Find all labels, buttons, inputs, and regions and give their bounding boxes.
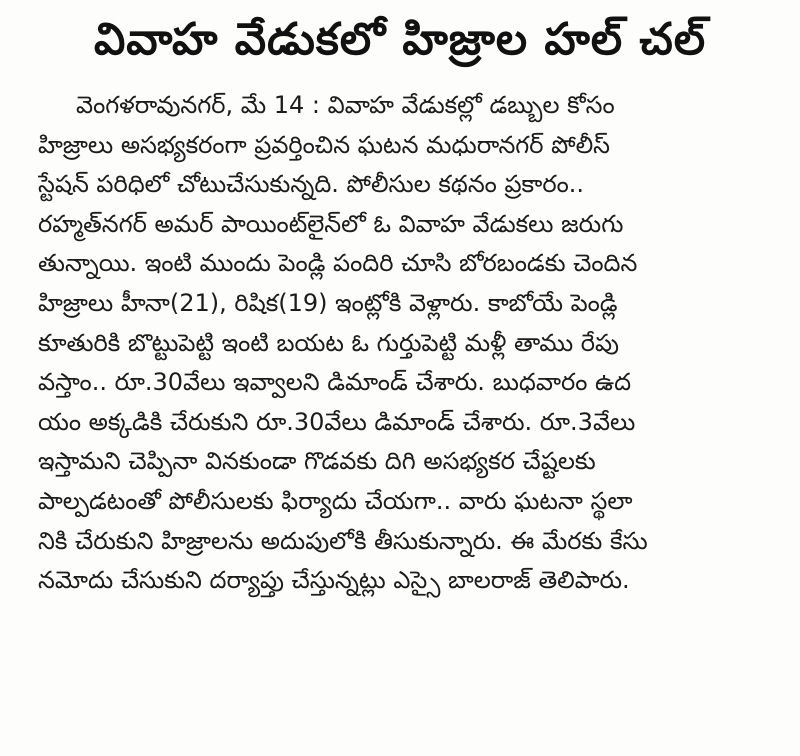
article-line: యం అక్కడికి చేరుకుని రూ.30వేలు డిమాండ్ చేశారు. రూ.3వేలు [38, 407, 636, 436]
article-line: స్టేషన్ పరిధిలో చోటుచేసుకున్నది. పోలీసుల కథనం ప్రకారం.. [38, 170, 584, 199]
article-line: ఇస్తామని చెప్పినా వినకుండా గొడవకు దిగి అసభ్యకర చేష్టలకు [38, 447, 596, 476]
article-line: వెంగళరావునగర్, మే 14 : వివాహ వేడుకల్లో డబ్బుల కోసం [76, 91, 615, 119]
article-line: నికి చేరుకుని హిజ్రాలను అదుపులోకి తీసుకున్నారు. ఈ మేరకు కేసు [38, 526, 648, 555]
article-line: పాల్పడటంతో పోలీసులకు ఫిర్యాదు చేయగా.. వారు ఘటనా స్థలా [38, 486, 633, 515]
article-line: హిజ్రాలు హీనా(21), రిషిక(19) ఇంట్లోకి వెళ్లారు. కాబోయే పెండ్లి [38, 288, 618, 317]
article-line: తున్నాయి. ఇంటి ముందు పెండ్లి పందిరి చూసి బోరబండకు చెందిన [38, 249, 638, 278]
article-line: హిజ్రాలు అసభ్యకరంగా ప్రవర్తించిన ఘటన మధురానగర్ పోలీస్ [38, 130, 611, 159]
article-headline: వివాహ వేడుకలో హిజ్రాల హల్ చల్ [93, 14, 707, 65]
article-body [38, 86, 774, 601]
article-line: నమోదు చేసుకుని దర్యాప్తు చేస్తున్నట్లు ఎస్సై బాలరాజ్ తెలిపారు. [38, 566, 630, 595]
article-line: కూతురికి బొట్టుపెట్టి ఇంటి బయట ఓ గుర్తుపెట్టి మళ్లీ తాము రేపు [38, 328, 619, 357]
article-line: రహ్మత్‌నగర్ అమర్ పాయింట్‌లైన్‌లో ఓ వివాహ వేడుకలు జరుగు [38, 209, 624, 238]
article-line: వస్తాం.. రూ.30వేలు ఇవ్వాలని డిమాండ్ చేశారు. బుధవారం ఉద [38, 368, 632, 397]
